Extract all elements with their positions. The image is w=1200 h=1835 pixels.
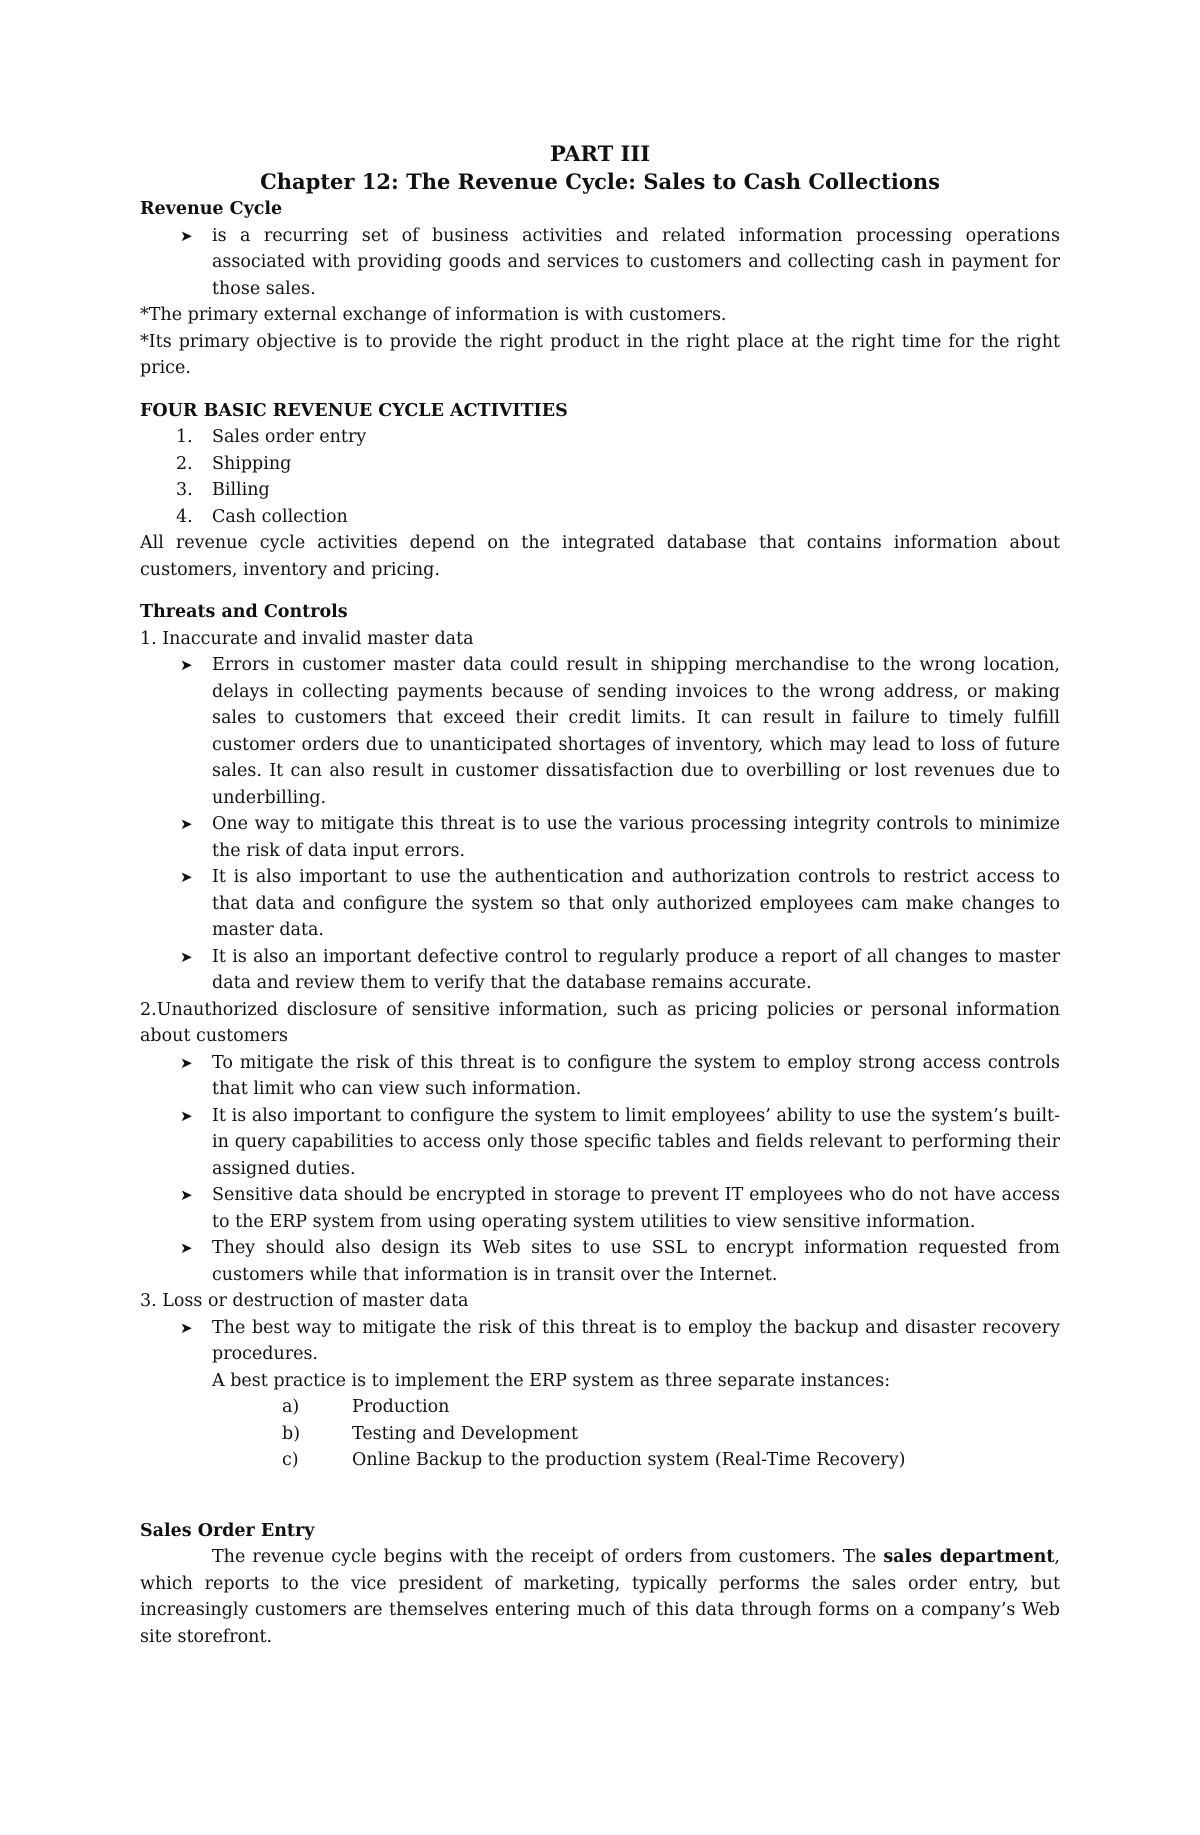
section-heading-sales-order-entry: Sales Order Entry [140,1520,315,1541]
arrowhead-bullet-icon: ➤ [180,1239,193,1257]
list-item: c) Online Backup to the production system (Real-Time Recovery) [282,1450,906,1470]
list-item: ➤ It is also an important defective control to regularly produce a report of all changes to master data and review them to verify that the database remains accurate. [140,944,1060,997]
document-page [140,140,1060,1650]
part-title: PART III [549,141,651,166]
chapter-title: Chapter 12: The Revenue Cycle: Sales to Cash Collections [260,169,940,194]
arrowhead-bullet-icon: ➤ [180,226,193,245]
threat-title: 3. Loss or destruction of master data [140,1291,469,1311]
list-item: ➤ To mitigate the risk of this threat is to configure the system to employ strong access controls that limit who can view such information. [140,1050,1060,1103]
list-item: ➤ Errors in customer master data could result in shipping merchandise to the wrong location, delays in collecting payments because of sending invoices to the wrong address, or making sales to customers that exceed their credit limits. It can result in failure to timely fulfill customer orders due to unanticipated shortages of inventory, which may lead to loss of future sales. It can also result in customer dissatisfaction due to overbilling or lost revenues due to underbilling. [140,652,1060,811]
list-item: ➤ One way to mitigate this threat is to use the various processing integrity controls to minimize the risk of data input errors. [140,811,1060,864]
list-item: ➤ The best way to mitigate the risk of this threat is to employ the backup and disaster recovery procedures. [140,1315,1060,1368]
arrowhead-bullet-icon: ➤ [180,1053,193,1072]
list-item: 1. Sales order entry [176,427,367,447]
section-heading-threats: Threats and Controls [140,602,348,622]
list-item [140,223,1060,303]
arrowhead-bullet-icon: ➤ [180,1186,193,1204]
threat-title: 1. Inaccurate and invalid master data [140,628,474,649]
arrowhead-bullet-icon: ➤ [180,1106,193,1125]
arrowhead-bullet-icon: ➤ [180,1318,193,1337]
section-heading-revenue-cycle: Revenue Cycle [140,199,283,219]
list-item: b) Testing and Development [282,1423,579,1444]
list-item: 4. Cash collection [176,506,348,527]
list-item: 2. Shipping [176,453,292,474]
arrowhead-bullet-icon: ➤ [180,947,193,966]
list-item: ➤ It is also important to configure the system to limit employees’ ability to use the system’s built-in query capabilities to access only those specific tables and fields relevant to performing their assigned duties. [140,1103,1060,1183]
list-item: ➤ They should also design its Web sites to use SSL to encrypt information requested from customers while that information is in transit over the Internet. [140,1235,1060,1288]
arrowhead-bullet-icon: ➤ [180,656,193,674]
threat-title: 2.Unauthorized disclosure of sensitive information, such as pricing policies or personal information about customers [140,999,1060,1046]
list-item: ➤ Sensitive data should be encrypted in storage to prevent IT employees who do not have access to the ERP system from using operating system utilities to view sensitive information. [140,1182,1060,1235]
arrowhead-bullet-icon: ➤ [180,815,193,833]
list-item: 3. Billing [176,480,270,500]
paragraph: A best practice is to implement the ERP system as three separate instances: [212,1370,891,1391]
bullet-text: is a recurring set of business activities and related information processing operations associated with providing goods and services to customers and collecting cash in payment for those sales. [212,225,1060,299]
note-text: *The primary external exchange of information is with customers. [140,305,727,325]
bold-term: sales department [883,1547,1055,1567]
arrowhead-bullet-icon: ➤ [180,868,193,886]
paragraph: The revenue cycle begins with the receipt of orders from customers. The sales department, which reports to the vice president of marketing, typically performs the sales order entry, but increasingly customers are themselves entering much of this data through forms on a company’s Web site storefront. [140,1547,1060,1647]
list-item: a) Production [282,1397,450,1417]
paragraph: All revenue cycle activities depend on the integrated database that contains information about customers, inventory and pricing. [140,533,1060,580]
list-item: ➤ It is also important to use the authentication and authorization controls to restrict access to that data and configure the system so that only authorized employees cam make changes to master data. [140,864,1060,944]
note-text: *Its primary objective is to provide the right product in the right place at the right time for the right price. [140,331,1060,378]
section-heading-four-activities: FOUR BASIC REVENUE CYCLE ACTIVITIES [140,400,568,421]
